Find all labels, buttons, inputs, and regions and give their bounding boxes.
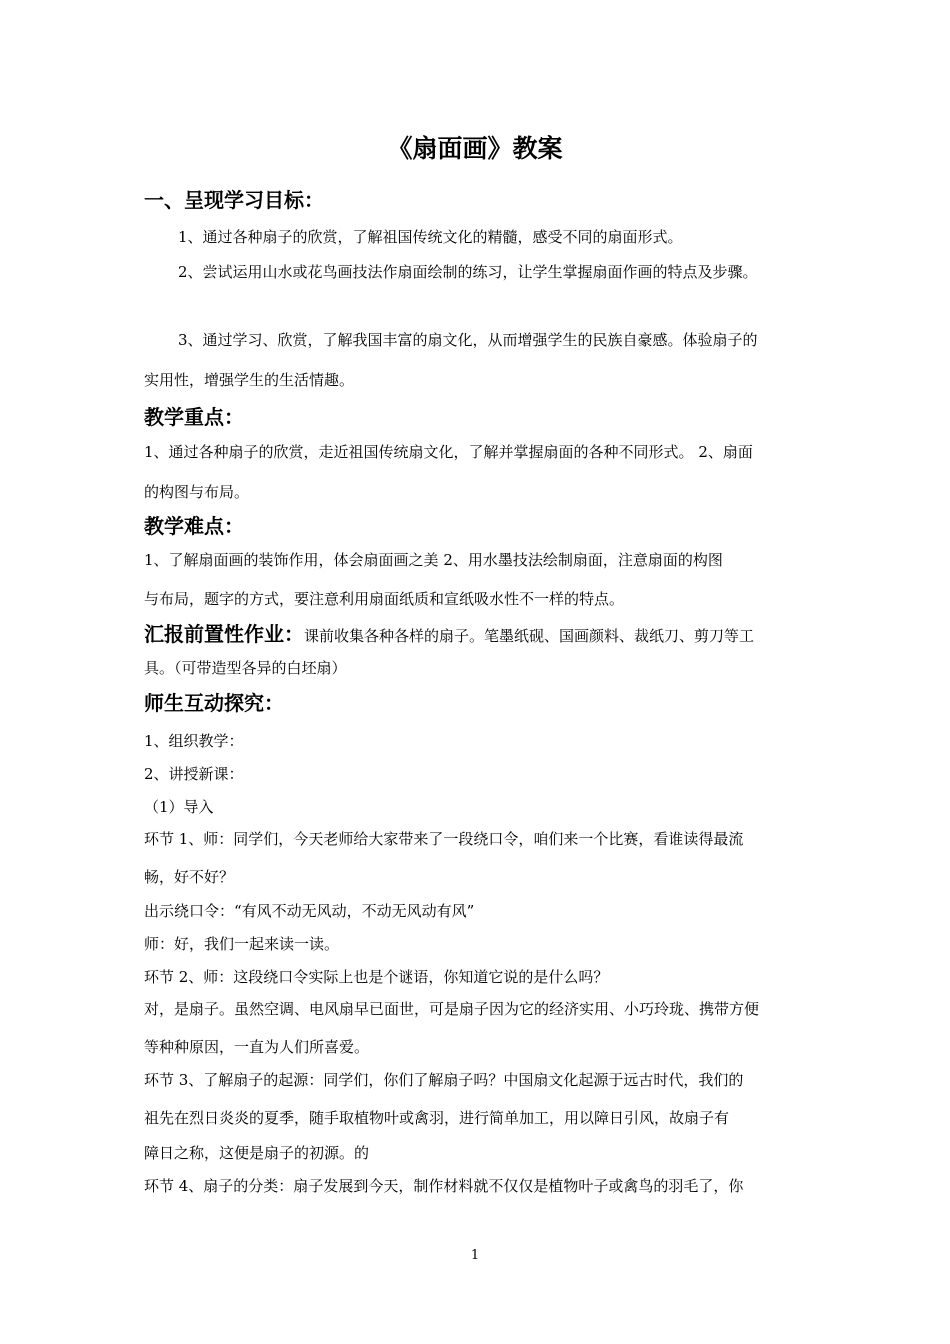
interaction-line: 环节 1、师：同学们，今天老师给大家带来了一段绕口令，咱们来一个比赛，看谁读得最流 <box>144 830 744 848</box>
homework-text: 课前收集各种各样的扇子。笔墨纸砚、国画颜料、裁纸刀、剪刀等工 <box>304 627 755 645</box>
objective-item: 1、通过各种扇子的欣赏，了解祖国传统文化的精髓，感受不同的扇面形式。 <box>178 228 683 246</box>
page-number: 1 <box>470 1248 480 1263</box>
section-heading-difficulties: 教学难点： <box>144 514 244 538</box>
objective-item: 2、尝试运用山水或花鸟画技法作扇面绘制的练习，让学生掌握扇面作画的特点及步骤。 <box>178 263 758 281</box>
interaction-line: 等种种原因，一直为人们所喜爱。 <box>144 1038 370 1056</box>
interaction-line: 对，是扇子。虽然空调、电风扇早已面世，可是扇子因为它的经济实用、小巧玲珑、携带方便 <box>144 1000 760 1018</box>
difficulties-line: 与布局，题字的方式，要注意利用扇面纸质和宣纸吸水性不一样的特点。 <box>144 590 625 608</box>
interaction-line: 2、讲授新课： <box>144 765 244 783</box>
interaction-line: （1）导入 <box>144 798 214 816</box>
interaction-line: 祖先在烈日炎炎的夏季，随手取植物叶或禽羽，进行简单加工，用以障日引风，故扇子有 <box>144 1109 730 1127</box>
difficulties-line: 1、了解扇面画的装饰作用，体会扇面画之美 2、用水墨技法绘制扇面，注意扇面的构图 <box>144 551 723 569</box>
interaction-line: 师：好，我们一起来读一读。 <box>144 935 340 953</box>
interaction-line: 障日之称，这便是扇子的初源。的 <box>144 1144 370 1162</box>
key-points-line: 的构图与布局。 <box>144 483 250 501</box>
homework-line: 具。（可带造型各异的白坯扇） <box>144 659 347 677</box>
section-heading-key-points: 教学重点： <box>144 405 244 429</box>
interaction-line: 畅，好不好？ <box>144 868 235 886</box>
section-heading-interaction: 师生互动探究： <box>144 691 284 715</box>
section-heading-homework: 汇报前置性作业： <box>144 622 304 646</box>
homework-paragraph <box>144 620 824 650</box>
key-points-line: 1、通过各种扇子的欣赏，走近祖国传统扇文化，了解并掌握扇面的各种不同形式。 2、扇面 <box>144 443 753 461</box>
interaction-line: 1、组织教学： <box>144 732 244 750</box>
objective-item: 3、通过学习、欣赏，了解我国丰富的扇文化，从而增强学生的民族自豪感。体验扇子的 <box>178 331 758 349</box>
interaction-line: 环节 3、了解扇子的起源：同学们，你们了解扇子吗？中国扇文化起源于远古时代，我们的 <box>144 1071 744 1089</box>
section-heading-objectives: 一、呈现学习目标： <box>144 188 324 212</box>
objective-item-continuation: 实用性，增强学生的生活情趣。 <box>144 371 355 389</box>
interaction-line: 出示绕口令：“有风不动无风动，不动无风动有风” <box>144 902 475 920</box>
page-title: 《扇面画》教案 <box>387 134 563 163</box>
interaction-line: 环节 2、师：这段绕口令实际上也是个谜语，你知道它说的是什么吗？ <box>144 968 609 986</box>
interaction-line: 环节 4、扇子的分类：扇子发展到今天，制作材料就不仅仅是植物叶子或禽鸟的羽毛了，你 <box>144 1177 744 1195</box>
